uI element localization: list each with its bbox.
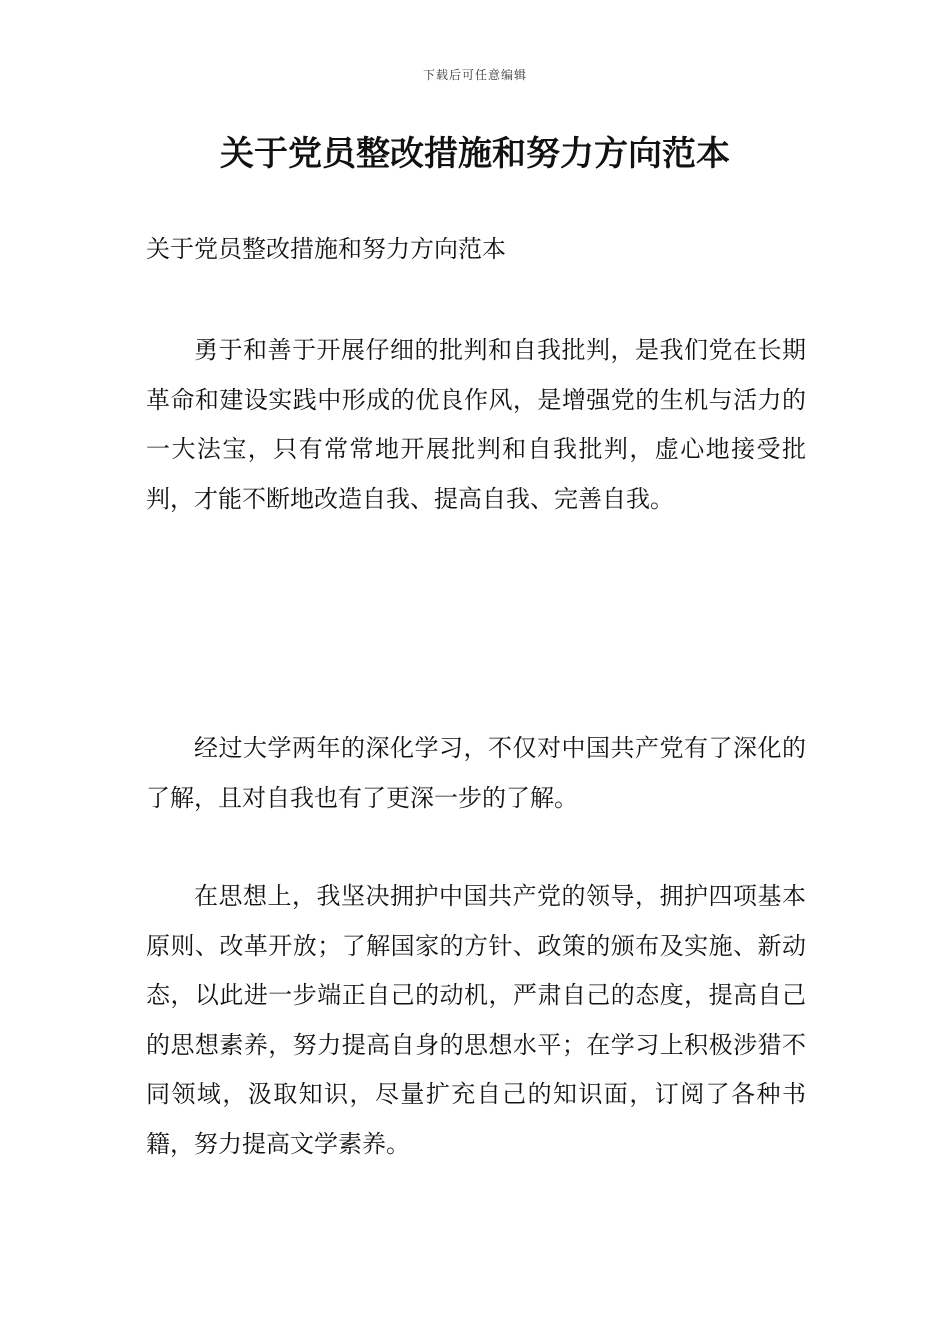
paragraph-1: 勇于和善于开展仔细的批判和自我批判，是我们党在长期革命和建设实践中形成的优良作风，是增强党的生机与活力的一大法宝，只有常常地开展批判和自我批判，虚心地接受批判，才能不断地改造自我、提高自我、完善自我。 (146, 336, 806, 513)
paragraph-3: 在思想上，我坚决拥护中国共产党的领导，拥护四项基本原则、改革开放；了解国家的方针、政策的颁布及实施、新动态，以此进一步端正自己的动机，严肃自己的态度，提高自己的思想素养，努力提高自身的思想水平；在学习上积极涉猎不同领域，汲取知识，尽量扩充自己的知识面，订阅了各种书籍，努力提高文学素养。 (146, 882, 806, 1158)
paragraph-2: 经过大学两年的深化学习，不仅对中国共产党有了深化的了解，且对自我也有了更深一步的了解。 (146, 734, 806, 812)
header-note: 下载后可任意编辑 (422, 68, 527, 82)
document-title: 关于党员整改措施和努力方向范本 (220, 134, 730, 174)
document-subtitle: 关于党员整改措施和努力方向范本 (146, 235, 506, 263)
